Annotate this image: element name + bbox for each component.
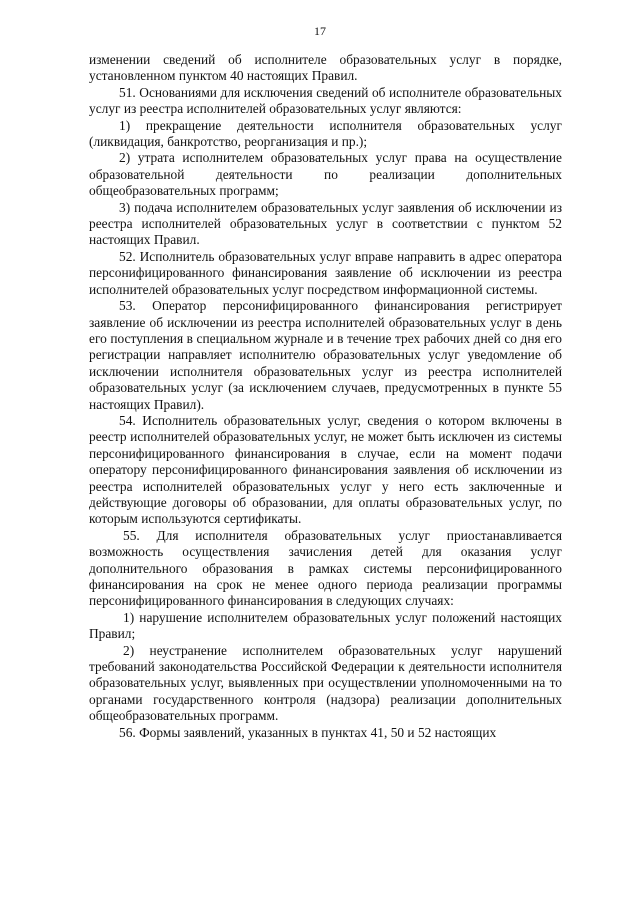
paragraph-55-item-2: 2) неустранение исполнителем образовательных услуг нарушений требований законодательства Российской Федерации к деятельности исполнителя образовательных услуг, выявленных при осуществлении уполномоченными на то органами государственного контроля (надзора) реализации дополнительных общеобразовательных программ.	[89, 642, 562, 724]
paragraph-53: 53. Оператор персонифицированного финансирования регистрирует заявление об исключении из реестра исполнителей образовательных услуг в день его поступления в специальном журнале и в течение трех рабочих дней со дня его регистрации направляет исполнителю образовательных услуг уведомление об исключении исполнителя образовательных услуг из реестра исполнителей образовательных услуг (за исключением случаев, предусмотренных в пункте 55 настоящих Правил).	[89, 298, 562, 412]
paragraph-continuation: изменении сведений об исполнителе образовательных услуг в порядке, установленном пунктом 40 настоящих Правил.	[89, 52, 562, 84]
page-number: 17	[314, 24, 326, 38]
paragraph-55: 55. Для исполнителя образовательных услуг приостанавливается возможность осуществления зачисления детей для оказания услуг дополнительного образования в рамках системы персонифицированного финансирования на срок не менее одного периода реализации программы персонифицированного финансирования в следующих случаях:	[89, 527, 562, 609]
paragraph-55-item-1: 1) нарушение исполнителем образовательных услуг положений настоящих Правил;	[89, 609, 562, 642]
paragraph-54: 54. Исполнитель образовательных услуг, сведения о котором включены в реестр исполнителей образовательных услуг, не может быть исключен из системы персонифицированного финансирования в случае, если на момент подачи оператору персонифицированного финансирования заявления об исключении из реестра исполнителей образовательных услуг у него есть заключенные и действующие договоры об образовании, для оплаты образовательных услуг, по которым используются сертификаты.	[89, 412, 562, 527]
paragraph-51-item-1: 1) прекращение деятельности исполнителя образовательных услуг (ликвидация, банкротство, реорганизация и пр.);	[89, 117, 562, 150]
paragraph-52: 52. Исполнитель образовательных услуг вправе направить в адрес оператора персонифицированного финансирования заявление об исключении из реестра исполнителей образовательных услуг посредством информационной системы.	[89, 248, 562, 297]
document-body	[89, 52, 562, 741]
paragraph-51: 51. Основаниями для исключения сведений об исполнителе образовательных услуг из реестра исполнителей образовательных услуг являются:	[89, 84, 562, 117]
paragraph-51-item-3: 3) подача исполнителем образовательных услуг заявления об исключении из реестра исполнителей образовательных услуг в соответствии с пунктом 52 настоящих Правил.	[89, 199, 562, 248]
paragraph-51-item-2: 2) утрата исполнителем образовательных услуг права на осуществление образовательной деятельности по реализации дополнительных общеобразовательных программ;	[89, 150, 562, 199]
paragraph-56: 56. Формы заявлений, указанных в пунктах 41, 50 и 52 настоящих	[119, 724, 497, 740]
